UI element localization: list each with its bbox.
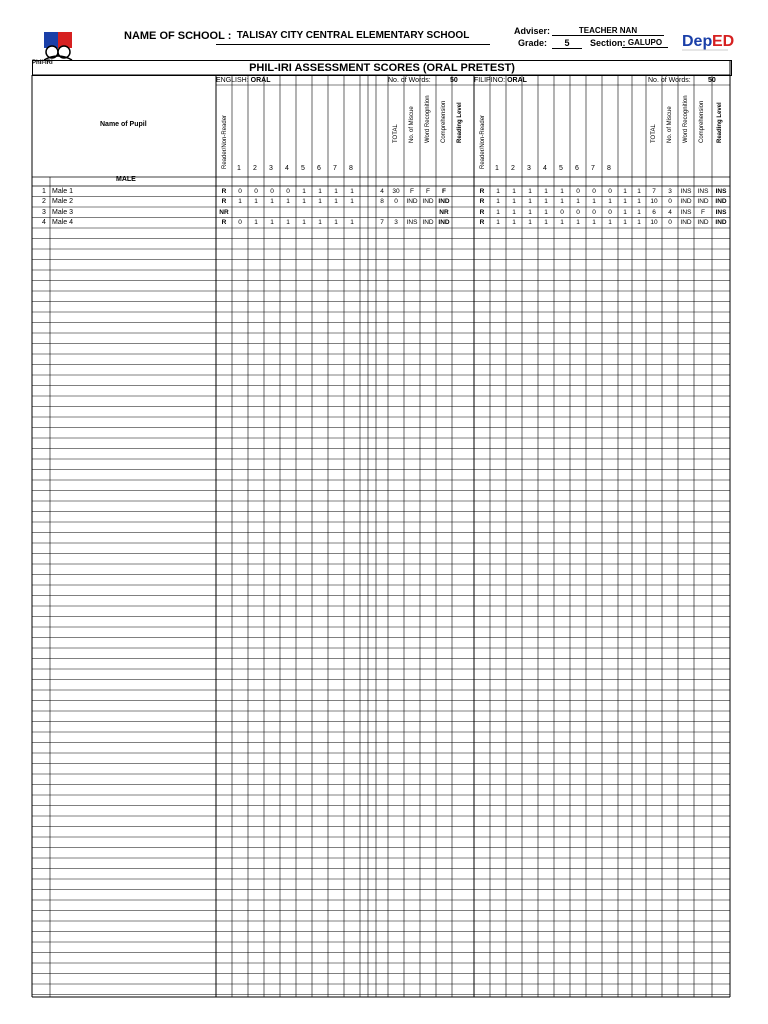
en-score-cell: 1 xyxy=(350,187,354,195)
grade-value: 5 xyxy=(552,38,582,49)
fil-score-cell: 1 xyxy=(512,198,516,205)
en-score-cell: 1 xyxy=(318,198,322,205)
fil-score-cell: 0 xyxy=(608,208,612,216)
svg-text:ED: ED xyxy=(712,33,735,50)
en-col-8-header: 8 xyxy=(349,165,353,172)
fil-col-2-header: 2 xyxy=(511,165,515,172)
fil-comprehension-header: Comprehension xyxy=(699,100,705,143)
fil-score-cell: 1 xyxy=(637,208,641,216)
fil-score-cell: 1 xyxy=(544,208,548,216)
fil-score-cell: 1 xyxy=(608,219,612,226)
fil-score-cell: IND xyxy=(715,198,727,205)
fil-score-cell: 1 xyxy=(560,198,564,205)
en-score-cell: 0 xyxy=(286,187,290,195)
pupil-number: 4 xyxy=(42,219,46,226)
fil-score-cell: 6 xyxy=(652,208,656,216)
fil-score-cell: 1 xyxy=(560,187,564,195)
fil-score-cell: INS xyxy=(680,187,692,195)
english-words-label: No. of Words: xyxy=(388,77,431,84)
school-label: NAME OF SCHOOL : xyxy=(124,30,232,42)
fil-total-header: TOTAL xyxy=(651,124,657,143)
male-section-label: MALE xyxy=(116,176,136,183)
en-score-cell: 1 xyxy=(334,198,338,205)
en-score-cell: INS xyxy=(406,219,418,226)
en-col-3-header: 3 xyxy=(269,165,273,172)
fil-score-cell: 3 xyxy=(668,187,672,195)
en-score-cell: 1 xyxy=(302,187,306,195)
fil-col-4-header: 4 xyxy=(543,165,547,172)
fil-score-cell: IND xyxy=(680,219,692,226)
fil-score-cell: IND xyxy=(697,198,709,205)
en-total-header: TOTAL xyxy=(393,124,399,143)
fil-score-cell: 0 xyxy=(668,198,672,205)
en-word-recognition-header: Word Recognition xyxy=(425,95,431,143)
fil-score-cell: INS xyxy=(715,208,727,216)
fil-score-cell: 1 xyxy=(544,198,548,205)
fil-col-5-header: 5 xyxy=(559,165,563,172)
fil-score-cell: 1 xyxy=(496,208,500,216)
en-comprehension-header: Comprehension xyxy=(441,100,447,143)
fil-score-cell: 1 xyxy=(496,219,500,226)
filipino-heading: FILIPINO: ORAL xyxy=(474,77,527,84)
fil-score-cell: 7 xyxy=(652,187,656,195)
en-score-cell: NR xyxy=(219,208,229,216)
fil-score-cell: 1 xyxy=(512,208,516,216)
fil-score-cell: 0 xyxy=(668,219,672,226)
fil-score-cell: 0 xyxy=(592,208,596,216)
pupil-name: Male 1 xyxy=(52,187,74,195)
en-score-cell: 8 xyxy=(380,198,384,205)
fil-score-cell: 1 xyxy=(623,198,627,205)
en-score-cell: 0 xyxy=(238,187,242,195)
pupil-name: Male 3 xyxy=(52,208,74,216)
en-score-cell: R xyxy=(221,198,227,205)
fil-score-cell: 1 xyxy=(528,198,532,205)
fil-score-cell: 1 xyxy=(496,198,500,205)
name-of-pupil-header: Name of Pupil xyxy=(100,121,147,128)
en-score-cell: 1 xyxy=(334,187,338,195)
en-col-7-header: 7 xyxy=(333,165,337,172)
en-score-cell: 1 xyxy=(350,198,354,205)
en-score-cell: 1 xyxy=(254,198,258,205)
fil-reader-header: Reader/Non-Reader xyxy=(480,114,486,169)
fil-score-cell: 1 xyxy=(528,187,532,195)
fil-score-cell: 1 xyxy=(637,198,641,205)
en-score-cell: IND xyxy=(406,198,418,205)
en-score-cell: 0 xyxy=(254,187,258,195)
svg-text:Dep: Dep xyxy=(682,33,713,50)
en-reading-level-header: Reading Level xyxy=(457,102,463,143)
en-score-cell: F xyxy=(442,187,446,195)
pupil-name: Male 2 xyxy=(52,198,74,205)
fil-col-1-header: 1 xyxy=(495,165,499,172)
en-score-cell: 7 xyxy=(380,219,384,226)
fil-col-3-header: 3 xyxy=(527,165,531,172)
school-name: TALISAY CITY CENTRAL ELEMENTARY SCHOOL xyxy=(216,30,490,45)
fil-score-cell: 1 xyxy=(637,187,641,195)
fil-score-cell: IND xyxy=(680,198,692,205)
filipino-words: 50 xyxy=(708,77,716,84)
fil-score-cell: 1 xyxy=(637,219,641,226)
fil-score-cell: INS xyxy=(697,187,709,195)
en-score-cell: IND xyxy=(422,219,434,226)
english-heading: ENGLISH: ORAL xyxy=(216,77,271,84)
en-score-cell: IND xyxy=(422,198,434,205)
en-col-6-header: 6 xyxy=(317,165,321,172)
en-score-cell: 1 xyxy=(318,187,322,195)
en-score-cell: 1 xyxy=(270,198,274,205)
fil-score-cell: 1 xyxy=(512,187,516,195)
section-value: GALUPO xyxy=(622,38,668,48)
en-score-cell: 1 xyxy=(286,219,290,226)
en-score-cell: 1 xyxy=(302,219,306,226)
english-words: 50 xyxy=(450,77,458,84)
fil-miscue-header: No. of Miscue xyxy=(667,106,673,143)
fil-col-7-header: 7 xyxy=(591,165,595,172)
en-score-cell: F xyxy=(426,187,430,195)
en-score-cell: 0 xyxy=(270,187,274,195)
en-score-cell: 3 xyxy=(394,219,398,226)
assessment-sheet xyxy=(32,60,732,998)
fil-score-cell: 4 xyxy=(668,208,672,216)
en-score-cell: 30 xyxy=(392,187,400,195)
fil-score-cell: 1 xyxy=(528,219,532,226)
fil-score-cell: 1 xyxy=(544,187,548,195)
en-score-cell: 0 xyxy=(394,198,398,205)
fil-score-cell: 1 xyxy=(544,219,548,226)
sheet-title: PHIL-IRI ASSESSMENT SCORES (ORAL PRETEST) xyxy=(32,60,732,76)
fil-score-cell: IND xyxy=(697,219,709,226)
fil-score-cell: 0 xyxy=(576,208,580,216)
section-label: Section: xyxy=(590,38,626,48)
en-score-cell: NR xyxy=(439,208,449,216)
en-score-cell: 1 xyxy=(334,219,338,226)
pupil-number: 2 xyxy=(42,198,46,205)
fil-score-cell: 1 xyxy=(512,219,516,226)
fil-score-cell: R xyxy=(479,198,485,205)
adviser-value: TEACHER NAN xyxy=(552,26,664,36)
en-score-cell: 1 xyxy=(270,219,274,226)
en-miscue-header: No. of Miscue xyxy=(409,106,415,143)
fil-score-cell: 10 xyxy=(650,198,658,205)
en-score-cell: R xyxy=(221,187,227,195)
fil-score-cell: 0 xyxy=(560,208,564,216)
pupil-number: 3 xyxy=(42,208,46,216)
fil-score-cell: 1 xyxy=(623,187,627,195)
en-score-cell: 1 xyxy=(286,198,290,205)
fil-score-cell: R xyxy=(479,208,485,216)
fil-reading-level-header: Reading Level xyxy=(717,102,723,143)
en-score-cell: 1 xyxy=(302,198,306,205)
en-score-cell: IND xyxy=(438,198,450,205)
fil-score-cell: 1 xyxy=(496,187,500,195)
en-col-2-header: 2 xyxy=(253,165,257,172)
deped-logo xyxy=(682,28,735,56)
en-score-cell: F xyxy=(410,187,414,195)
en-col-5-header: 5 xyxy=(301,165,305,172)
fil-score-cell: INS xyxy=(680,208,692,216)
en-col-4-header: 4 xyxy=(285,165,289,172)
fil-score-cell: 1 xyxy=(576,198,580,205)
fil-score-cell: 1 xyxy=(623,208,627,216)
en-score-cell: 1 xyxy=(350,219,354,226)
en-score-cell: 1 xyxy=(318,219,322,226)
pupil-number: 1 xyxy=(42,187,46,195)
fil-score-cell: 1 xyxy=(608,198,612,205)
en-score-cell: 1 xyxy=(238,198,242,205)
fil-score-cell: 0 xyxy=(576,187,580,195)
en-score-cell: 0 xyxy=(238,219,242,226)
fil-score-cell: 0 xyxy=(592,187,596,195)
fil-col-6-header: 6 xyxy=(575,165,579,172)
fil-score-cell: 0 xyxy=(608,187,612,195)
en-reader-header: Reader/Non-Reader xyxy=(222,114,228,169)
fil-score-cell: 1 xyxy=(592,219,596,226)
phil-iri-logo-text: Phil-IRI xyxy=(32,60,53,66)
fil-score-cell: 1 xyxy=(528,208,532,216)
fil-score-cell: IND xyxy=(715,219,727,226)
fil-score-cell: R xyxy=(479,219,485,226)
fil-score-cell: 1 xyxy=(623,219,627,226)
fil-score-cell: 1 xyxy=(576,219,580,226)
fil-score-cell: F xyxy=(701,208,705,216)
adviser-label: Adviser: xyxy=(514,26,551,36)
grade-label: Grade: xyxy=(518,38,548,48)
en-col-1-header: 1 xyxy=(237,165,241,172)
en-score-cell: 4 xyxy=(380,187,384,195)
en-score-cell: R xyxy=(221,219,227,226)
filipino-words-label: No. of Words: xyxy=(648,77,691,84)
en-score-cell: 1 xyxy=(254,219,258,226)
fil-score-cell: 1 xyxy=(592,198,596,205)
pupil-name: Male 4 xyxy=(52,219,74,226)
fil-score-cell: 1 xyxy=(560,219,564,226)
fil-score-cell: R xyxy=(479,187,485,195)
fil-score-cell: INS xyxy=(715,187,727,195)
fil-word-recognition-header: Word Recognition xyxy=(683,95,689,143)
fil-col-8-header: 8 xyxy=(607,165,611,172)
en-score-cell: IND xyxy=(438,219,450,226)
fil-score-cell: 10 xyxy=(650,219,658,226)
